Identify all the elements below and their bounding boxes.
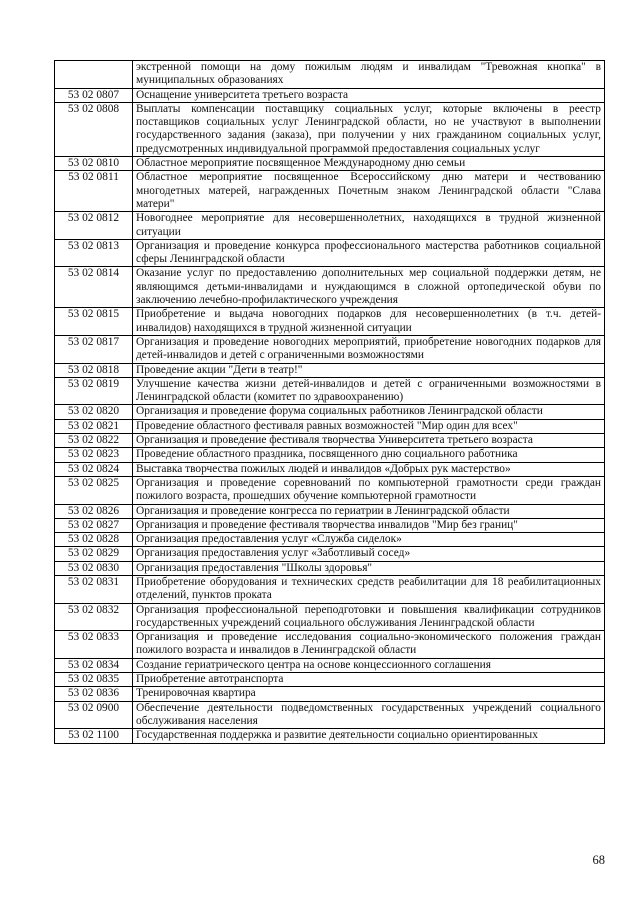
table-row — [55, 547, 605, 561]
row-code: 53 02 0815 — [55, 308, 133, 336]
row-description: Организация и проведение форума социальных работников Ленинградской области — [133, 405, 605, 419]
table-row — [55, 462, 605, 476]
row-code: 53 02 0836 — [55, 687, 133, 701]
table-row — [55, 575, 605, 603]
row-code: 53 02 0829 — [55, 547, 133, 561]
row-description: Организация предоставления услуг «Заботливый сосед» — [133, 547, 605, 561]
table-row — [55, 405, 605, 419]
row-description: Создание гериатрического центра на основе концессионного соглашения — [133, 658, 605, 672]
row-code: 53 02 0831 — [55, 575, 133, 603]
row-code: 53 02 0827 — [55, 518, 133, 532]
table-row — [55, 61, 605, 89]
page-number: 68 — [592, 853, 605, 867]
row-code: 53 02 0832 — [55, 603, 133, 631]
table-row — [55, 171, 605, 212]
table-row — [55, 673, 605, 687]
table-row — [55, 239, 605, 267]
row-description: Улучшение качества жизни детей-инвалидов и детей с ограниченными возможностями в Ленинградской области (комитет по здравоохранению) — [133, 377, 605, 405]
table-row — [55, 603, 605, 631]
table-row — [55, 212, 605, 240]
row-description: Областное мероприятие посвященное Всероссийскому дню матери и чествованию многодетных матерей, награжденных Почетным знаком Ленинградской области "Слава матери" — [133, 171, 605, 212]
row-description: Организация и проведение конгресса по гериатрии в Ленинградской области — [133, 504, 605, 518]
table-row — [55, 504, 605, 518]
row-code: 53 02 0833 — [55, 631, 133, 659]
table-row — [55, 658, 605, 672]
table-row — [55, 631, 605, 659]
row-code: 53 02 0834 — [55, 658, 133, 672]
row-code: 53 02 0826 — [55, 504, 133, 518]
row-code: 53 02 0824 — [55, 462, 133, 476]
row-code: 53 02 0808 — [55, 102, 133, 156]
row-description: Новогоднее мероприятие для несовершеннолетних, находящихся в трудной жизненной ситуации — [133, 212, 605, 240]
row-description: Проведение областного фестиваля равных возможностей "Мир один для всех" — [133, 419, 605, 433]
row-code: 53 02 0819 — [55, 377, 133, 405]
row-description: Организация и проведение конкурса профессионального мастерства работников социальной сферы Ленинградской области — [133, 239, 605, 267]
row-code: 53 02 0818 — [55, 363, 133, 377]
table-row — [55, 561, 605, 575]
row-code: 53 02 1100 — [55, 729, 133, 743]
table-row — [55, 157, 605, 171]
row-description: Организация и проведение новогодних мероприятий, приобретение новогодних подарков для детей-инвалидов и детей с ограниченными возможностями — [133, 335, 605, 363]
row-code: 53 02 0823 — [55, 448, 133, 462]
row-description: Проведение акции "Дети в театр!" — [133, 363, 605, 377]
table-row — [55, 102, 605, 156]
row-description: Приобретение оборудования и технических средств реабилитации для 18 реабилитационных отделений, пунктов проката — [133, 575, 605, 603]
table-row — [55, 518, 605, 532]
row-code: 53 02 0820 — [55, 405, 133, 419]
row-code: 53 02 0900 — [55, 701, 133, 729]
row-description: Проведение областного праздника, посвященного дню социального работника — [133, 448, 605, 462]
table-row — [55, 687, 605, 701]
row-code: 53 02 0811 — [55, 171, 133, 212]
row-description: Выставка творчества пожилых людей и инвалидов «Добрых рук мастерство» — [133, 462, 605, 476]
table-row — [55, 701, 605, 729]
row-description: Организация и проведение фестиваля творчества Университета третьего возраста — [133, 434, 605, 448]
table-body — [55, 61, 605, 744]
row-description: Тренировочная квартира — [133, 687, 605, 701]
row-description: Обеспечение деятельности подведомственных государственных учреждений социального обслуживания населения — [133, 701, 605, 729]
budget-codes-table — [54, 60, 605, 744]
table-row — [55, 476, 605, 504]
row-code: 53 02 0817 — [55, 335, 133, 363]
table-row — [55, 363, 605, 377]
table-row — [55, 419, 605, 433]
row-description: Организация профессиональной переподготовки и повышения квалификации сотрудников государственных учреждений социального обслуживания Ленинградской области — [133, 603, 605, 631]
table-row — [55, 267, 605, 308]
table-row — [55, 88, 605, 102]
row-description: Организация предоставления услуг «Служба сиделок» — [133, 533, 605, 547]
row-description: экстренной помощи на дому пожилым людям и инвалидам "Тревожная кнопка" в муниципальных образованиях — [133, 61, 605, 89]
row-code: 53 02 0810 — [55, 157, 133, 171]
table-row — [55, 533, 605, 547]
row-code: 53 02 0821 — [55, 419, 133, 433]
row-code: 53 02 0825 — [55, 476, 133, 504]
row-description: Государственная поддержка и развитие деятельности социально ориентированных — [133, 729, 605, 743]
table-row — [55, 434, 605, 448]
row-description: Оснащение университета третьего возраста — [133, 88, 605, 102]
row-code: 53 02 0830 — [55, 561, 133, 575]
row-description: Организация и проведение исследования социально-экономического положения граждан пожилого возраста и инвалидов в Ленинградской области — [133, 631, 605, 659]
row-description: Приобретение автотранспорта — [133, 673, 605, 687]
row-code: 53 02 0822 — [55, 434, 133, 448]
row-description: Организация предоставления "Школы здоровья" — [133, 561, 605, 575]
row-code: 53 02 0807 — [55, 88, 133, 102]
row-description: Выплаты компенсации поставщику социальных услуг, которые включены в реестр поставщиков социальных услуг Ленинградской области, но не участвуют в выполнении государственного задания (заказа), при получении у них гражданином социальных услуг, предусмотренных индивидуальной программой предоставления социальных услуг — [133, 102, 605, 156]
row-code: 53 02 0813 — [55, 239, 133, 267]
row-code: 53 02 0812 — [55, 212, 133, 240]
row-description: Приобретение и выдача новогодних подарков для несовершеннолетних (в т.ч. детей-инвалидов) находящихся в трудной жизненной ситуации — [133, 308, 605, 336]
row-code — [55, 61, 133, 89]
row-description: Организация и проведение фестиваля творчества инвалидов "Мир без границ" — [133, 518, 605, 532]
row-code: 53 02 0835 — [55, 673, 133, 687]
row-code: 53 02 0814 — [55, 267, 133, 308]
row-code: 53 02 0828 — [55, 533, 133, 547]
table-row — [55, 308, 605, 336]
row-description: Оказание услуг по предоставлению дополнительных мер социальной поддержки детям, не являющимся детьми-инвалидами и нуждающимся в сложной ортопедической обуви по заключению лечебно-профилактического учреждения — [133, 267, 605, 308]
row-description: Организация и проведение соревнований по компьютерной грамотности среди граждан пожилого возраста, прошедших обучение компьютерной грамотности — [133, 476, 605, 504]
table-row — [55, 729, 605, 743]
table-row — [55, 335, 605, 363]
table-row — [55, 448, 605, 462]
row-description: Областное мероприятие посвященное Международному дню семьи — [133, 157, 605, 171]
table-row — [55, 377, 605, 405]
